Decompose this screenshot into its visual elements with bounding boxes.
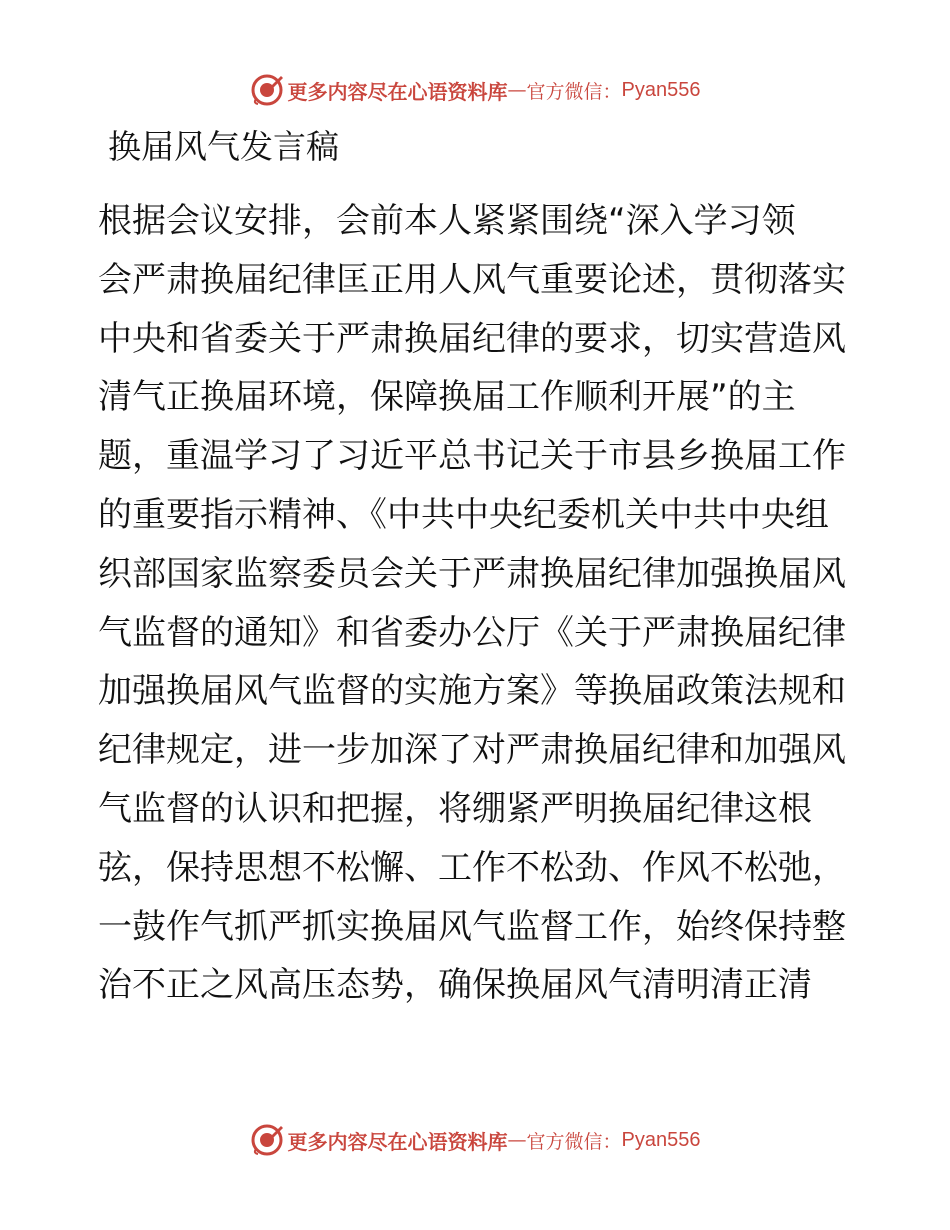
body-line: 织部国家监察委员会关于严肃换届纪律加强换届风 <box>98 553 846 594</box>
banner-wechat-label: 官方微信： <box>526 80 622 103</box>
banner-text: 更多内容尽在心语资料库 <box>287 1129 508 1154</box>
brand-logo-icon <box>250 73 284 107</box>
banner-wechat-id: Pyan556 <box>621 1128 701 1151</box>
body-line: 的重要指示精神、《中共中央纪委机关中共中央组 <box>98 494 829 535</box>
body-line: 会严肃换届纪律匡正用人风气重要论述，贯彻落实 <box>98 259 846 300</box>
document-title: 换届风气发言稿 <box>108 127 339 166</box>
banner-dash: — <box>507 79 527 101</box>
document-body <box>98 192 858 1015</box>
body-line: 清气正换届环境，保障换届工作顺利开展”的主 <box>98 377 796 418</box>
banner-text: 更多内容尽在心语资料库 <box>287 79 508 104</box>
header-banner <box>0 70 950 110</box>
body-line: 题，重温学习了习近平总书记关于市县乡换届工作 <box>98 436 846 477</box>
brand-logo-icon <box>250 1123 284 1157</box>
body-line: 加强换届风气监督的实施方案》等换届政策法规和 <box>98 671 846 712</box>
body-line: 中央和省委关于严肃换届纪律的要求，切实营造风 <box>98 318 846 359</box>
body-line: 根据会议安排，会前本人紧紧围绕“深入学习领 <box>98 201 796 241</box>
body-line: 一鼓作气抓严抓实换届风气监督工作，始终保持整 <box>98 906 846 947</box>
banner-wechat-id: Pyan556 <box>621 78 701 101</box>
body-line: 弦，保持思想不松懈、工作不松劲、作风不松弛， <box>98 847 846 888</box>
body-line: 气监督的认识和把握，将绷紧严明换届纪律这根 <box>98 788 812 829</box>
banner-wechat-label: 官方微信： <box>526 1130 622 1153</box>
footer-banner <box>0 1120 950 1160</box>
body-line: 治不正之风高压态势，确保换届风气清明清正清 <box>98 965 812 1006</box>
banner-dash: — <box>507 1129 527 1151</box>
body-line: 纪律规定，进一步加深了对严肃换届纪律和加强风 <box>98 730 846 771</box>
body-line: 气监督的通知》和省委办公厅《关于严肃换届纪律 <box>98 612 846 653</box>
